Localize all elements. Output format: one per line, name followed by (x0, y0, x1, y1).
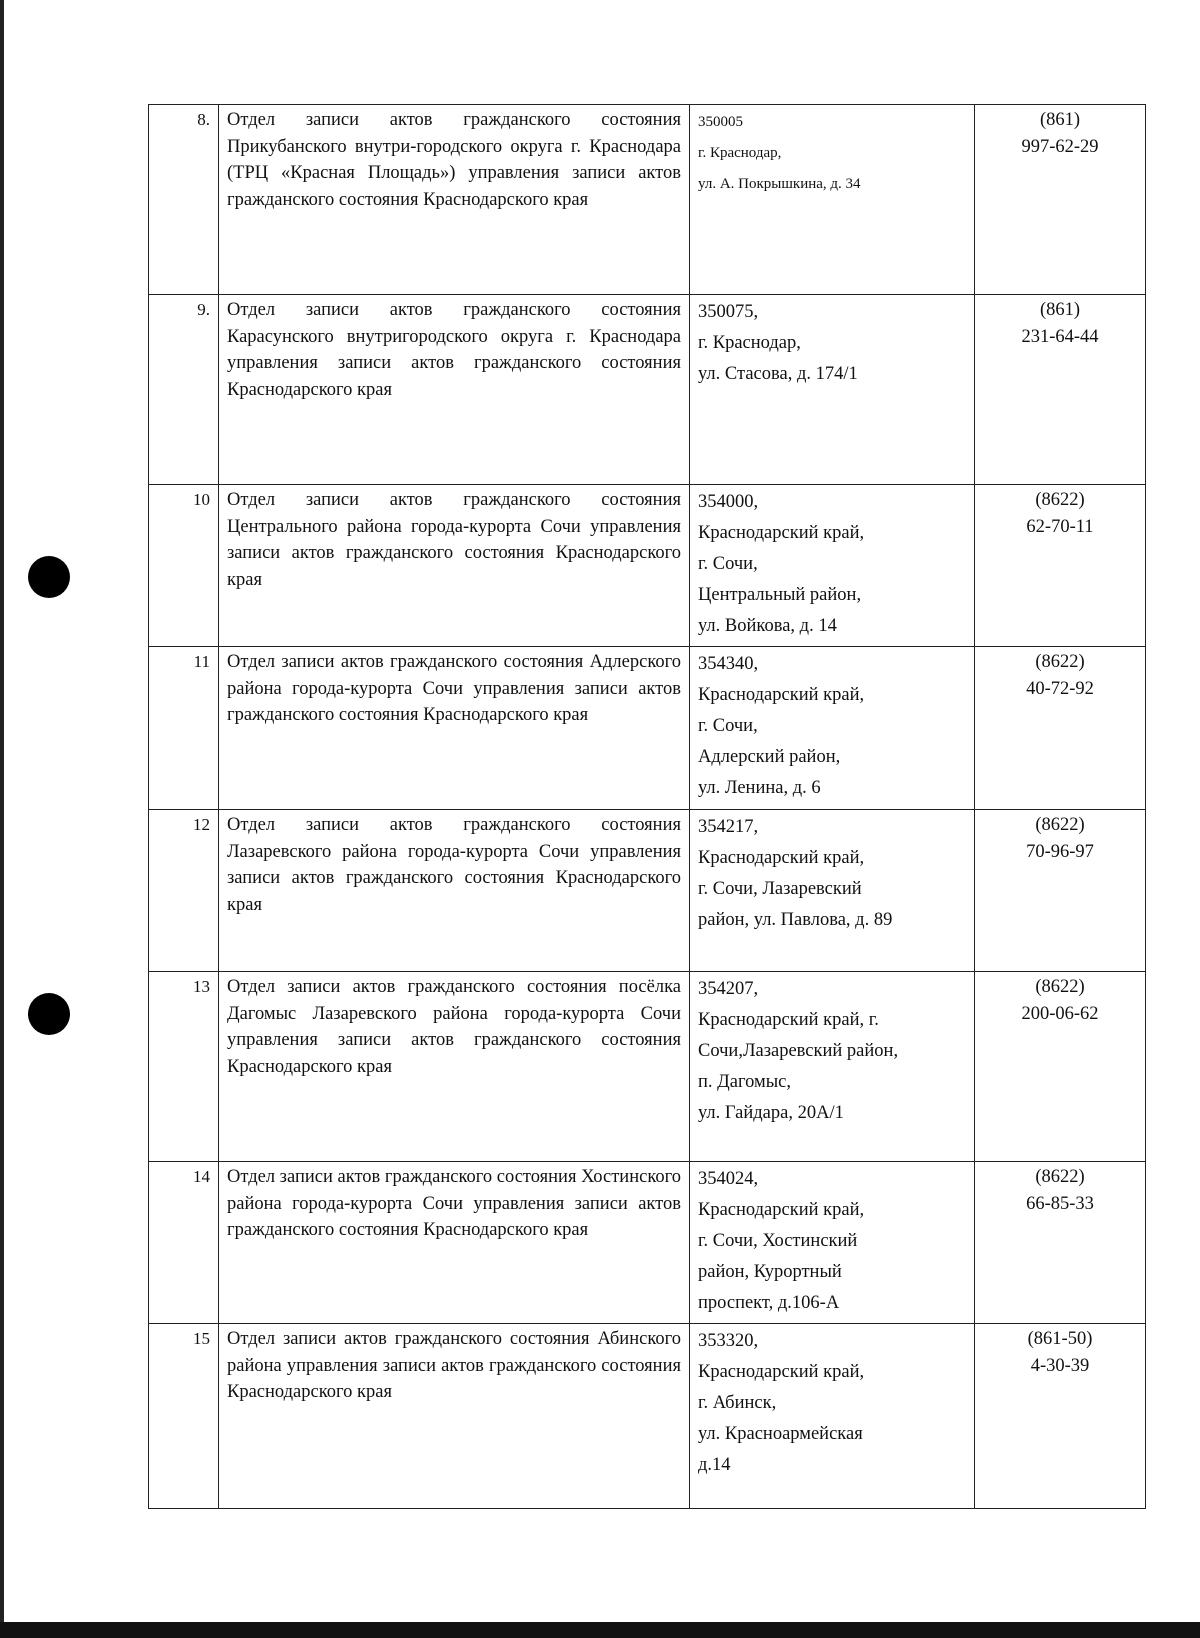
office-address: 350075, г. Краснодар, ул. Стасова, д. 174/1 (690, 295, 975, 485)
office-phone (975, 1324, 1146, 1509)
punch-hole-mark (28, 993, 70, 1035)
phone-number: 200-06-62 (1021, 1004, 1099, 1024)
office-phone (975, 647, 1146, 810)
table-row (149, 295, 1146, 485)
office-phone (975, 105, 1146, 295)
row-number: 9. (149, 295, 219, 485)
table-row (149, 1162, 1146, 1324)
table-row (149, 972, 1146, 1162)
office-name: Отдел записи актов гражданского состояния Адлерского района города-курорта Сочи управления записи актов гражданского состояния Краснодарского края (219, 647, 690, 810)
office-phone (975, 1162, 1146, 1324)
table-row (149, 810, 1146, 972)
table-row (149, 485, 1146, 647)
registry-offices-table (148, 104, 1146, 1509)
phone-number: 231-64-44 (1021, 327, 1099, 347)
phone-code: (8622) (1035, 815, 1085, 835)
phone-number: 997-62-29 (1021, 137, 1099, 157)
phone-number: 62-70-11 (1026, 517, 1094, 537)
table-row (149, 647, 1146, 810)
office-name: Отдел записи актов гражданского состояния Абинского района управления записи актов гражданского состояния Краснодарского края (219, 1324, 690, 1509)
scan-left-edge (0, 0, 4, 1638)
table-row (149, 1324, 1146, 1509)
office-address (690, 105, 975, 295)
row-number: 13 (149, 972, 219, 1162)
phone-code: (861-50) (1027, 1329, 1093, 1349)
table-row (149, 105, 1146, 295)
office-address: 354217, Краснодарский край, г. Сочи, Лазаревский район, ул. Павлова, д. 89 (690, 810, 975, 972)
row-number: 15 (149, 1324, 219, 1509)
office-phone (975, 972, 1146, 1162)
office-name: Отдел записи актов гражданского состояния посёлка Дагомыс Лазаревского района города-курорта Сочи управления записи актов гражданского состояния Краснодарского края (219, 972, 690, 1162)
office-address: 353320, Краснодарский край, г. Абинск, ул. Красноармейская д.14 (690, 1324, 975, 1509)
row-number: 8. (149, 105, 219, 295)
phone-code: (8622) (1035, 652, 1085, 672)
office-address-text: 350005 г. Краснодар, ул. А. Покрышкина, д. 34 (698, 114, 861, 192)
phone-code: (8622) (1035, 1167, 1085, 1187)
office-address: 354340, Краснодарский край, г. Сочи, Адлерский район, ул. Ленина, д. 6 (690, 647, 975, 810)
office-phone (975, 810, 1146, 972)
phone-number: 66-85-33 (1026, 1194, 1094, 1214)
row-number: 11 (149, 647, 219, 810)
office-name: Отдел записи актов гражданского состояния Хостинского района города-курорта Сочи управления записи актов гражданского состояния Краснодарского края (219, 1162, 690, 1324)
office-name: Отдел записи актов гражданского состояния Лазаревского района города-курорта Сочи управления записи актов гражданского состояния Краснодарского края (219, 810, 690, 972)
office-name: Отдел записи актов гражданского состояния Центрального района города-курорта Сочи управления записи актов гражданского состояния Краснодарского края (219, 485, 690, 647)
phone-number: 70-96-97 (1026, 842, 1094, 862)
phone-code: (861) (1039, 300, 1081, 320)
office-address: 354207, Краснодарский край, г. Сочи,Лазаревский район, п. Дагомыс, ул. Гайдара, 20А/1 (690, 972, 975, 1162)
punch-hole-mark (28, 556, 70, 598)
phone-code: (861) (1039, 110, 1081, 130)
office-phone (975, 485, 1146, 647)
office-phone (975, 295, 1146, 485)
row-number: 10 (149, 485, 219, 647)
scan-bottom-edge (0, 1622, 1200, 1638)
office-address: 354000, Краснодарский край, г. Сочи, Центральный район, ул. Войкова, д. 14 (690, 485, 975, 647)
phone-number: 4-30-39 (1030, 1356, 1090, 1376)
row-number: 12 (149, 810, 219, 972)
row-number: 14 (149, 1162, 219, 1324)
office-name: Отдел записи актов гражданского состояния Прикубанского внутри-городского округа г. Краснодара (ТРЦ «Красная Площадь») управления записи актов гражданского состояния Краснодарского края (219, 105, 690, 295)
phone-code: (8622) (1035, 977, 1085, 997)
office-address: 354024, Краснодарский край, г. Сочи, Хостинский район, Курортный проспект, д.106-А (690, 1162, 975, 1324)
office-name: Отдел записи актов гражданского состояния Карасунского внутригородского округа г. Краснодара управления записи актов гражданского состояния Краснодарского края (219, 295, 690, 485)
phone-number: 40-72-92 (1026, 679, 1094, 699)
phone-code: (8622) (1035, 490, 1085, 510)
